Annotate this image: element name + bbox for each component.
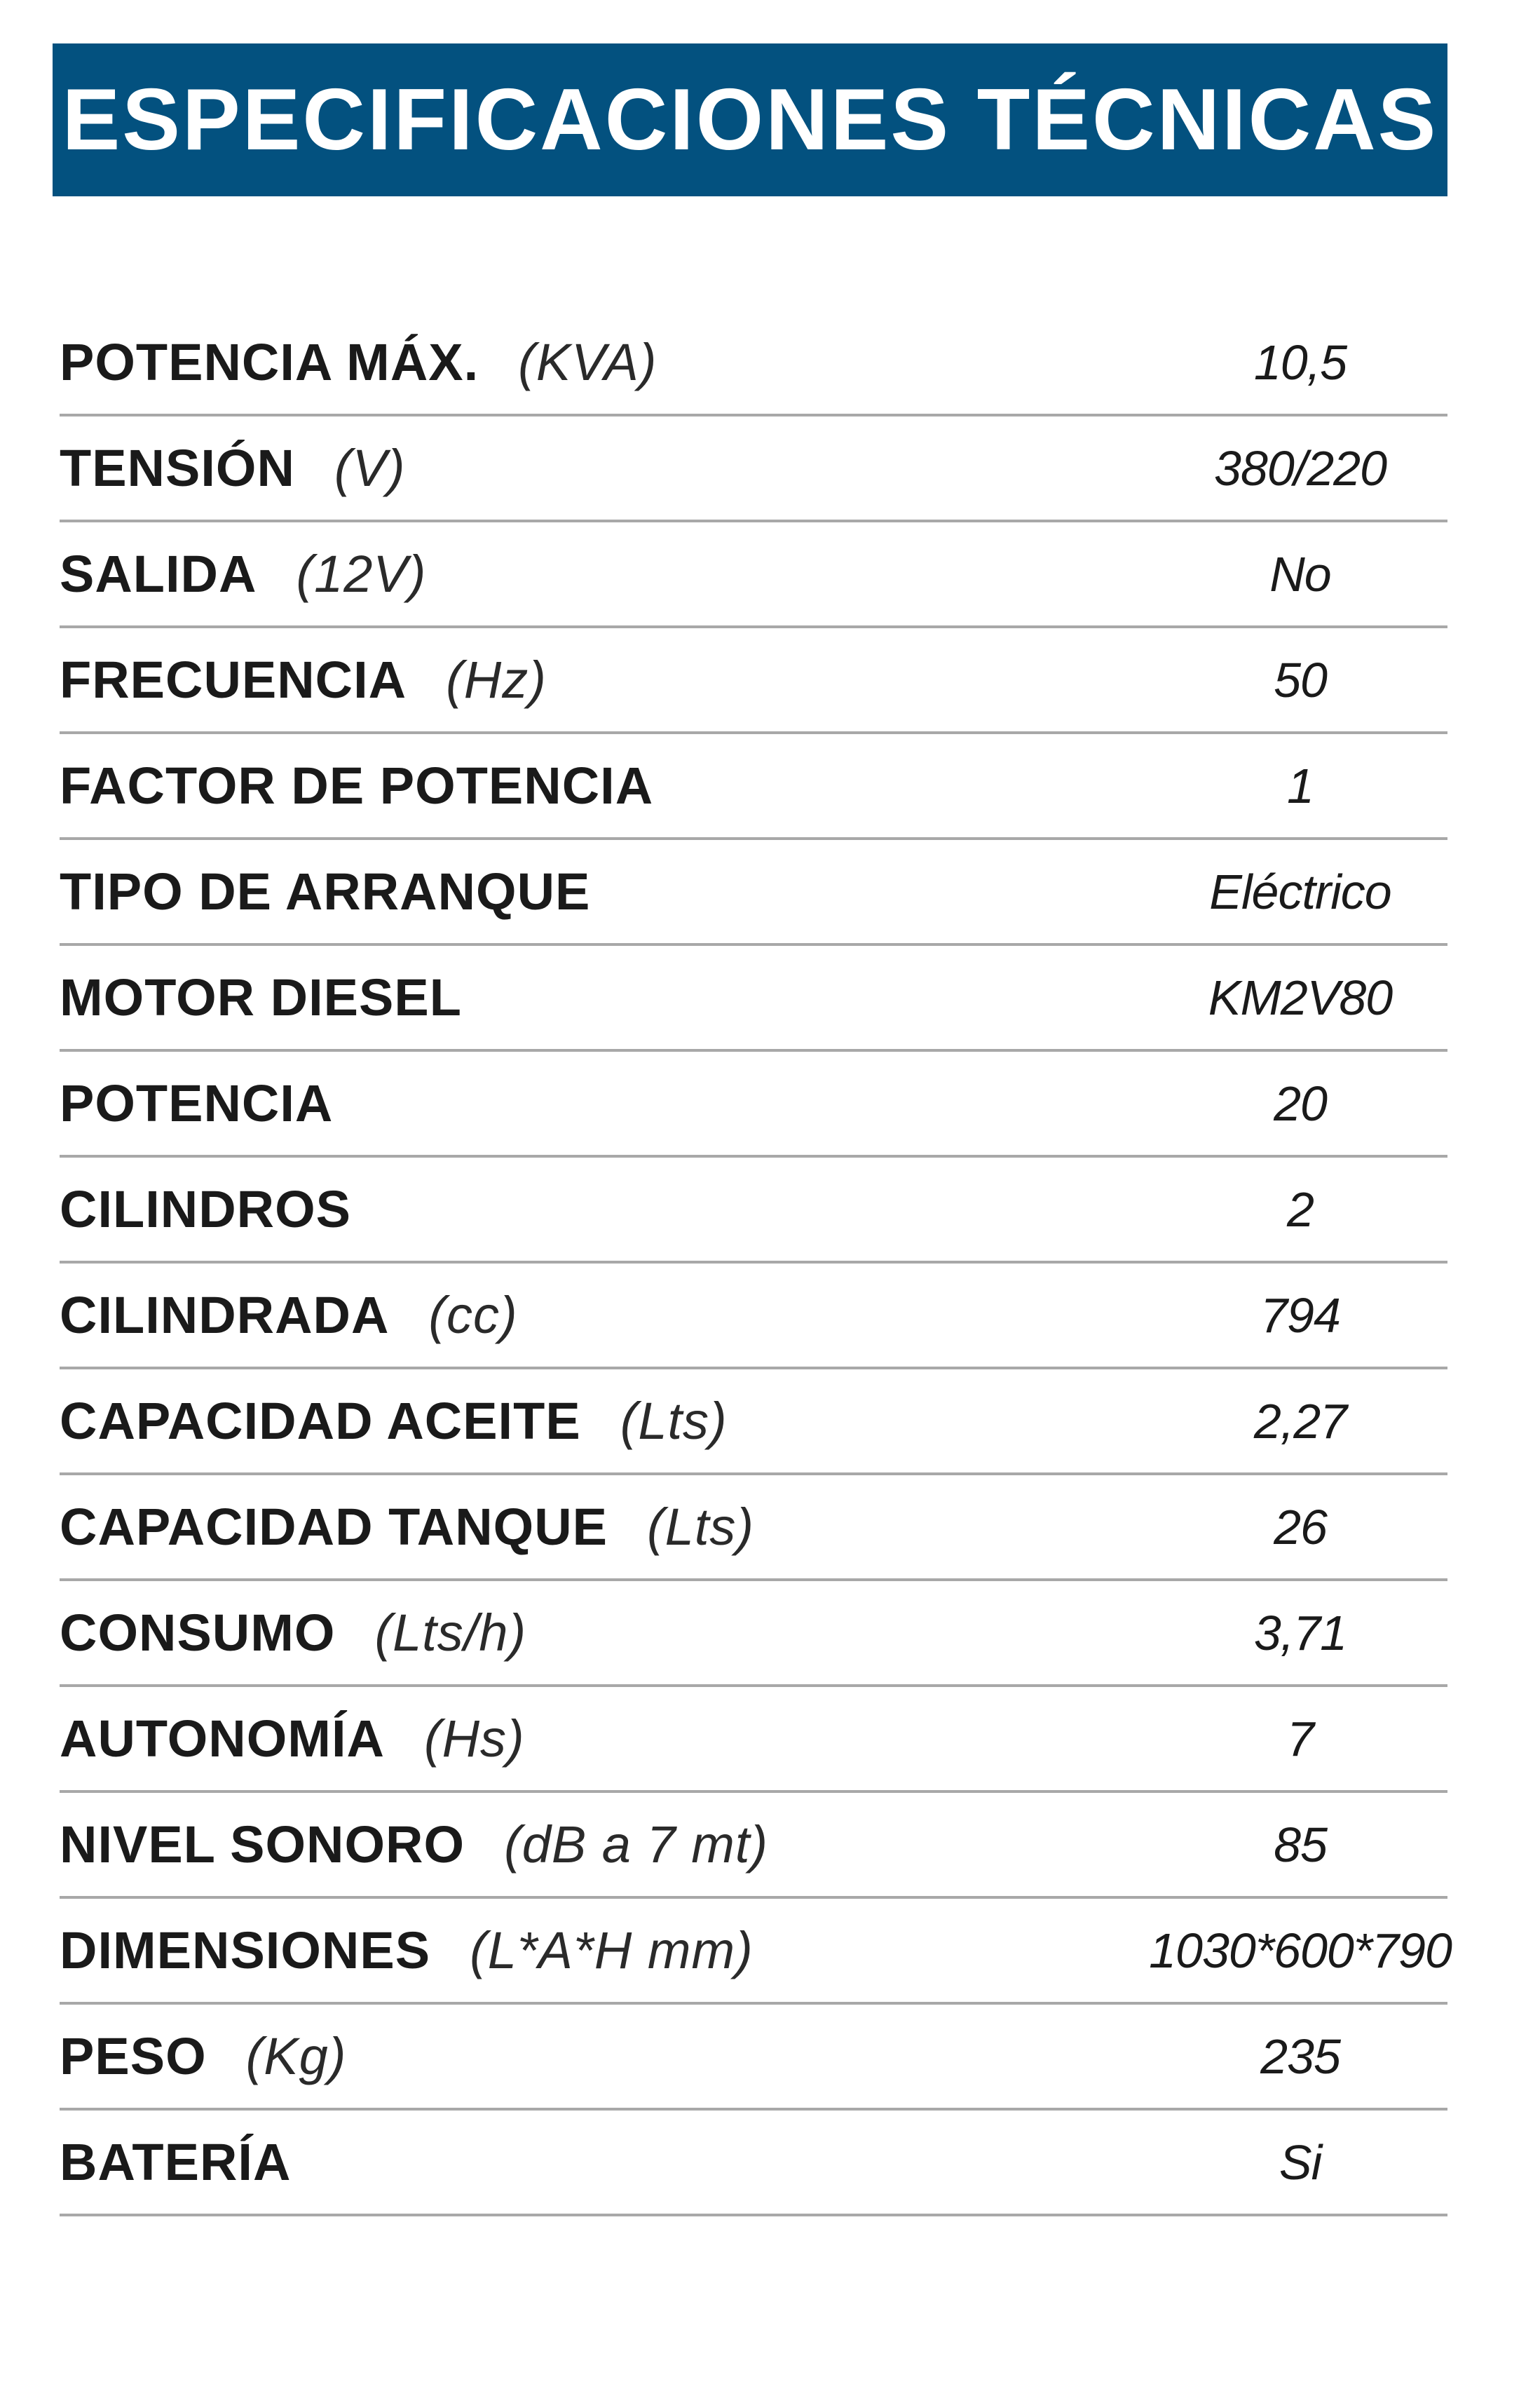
page-title: ESPECIFICACIONES TÉCNICAS	[62, 72, 1438, 168]
spec-value: Si	[1279, 2134, 1322, 2190]
spec-value: 7	[1287, 1711, 1314, 1766]
spec-value: 3,71	[1253, 1605, 1347, 1660]
spec-name: CILINDRADA	[60, 1286, 390, 1344]
spec-unit: (Lts)	[647, 1498, 755, 1556]
spec-label	[60, 1369, 728, 1472]
spec-value: Eléctrico	[1209, 864, 1391, 919]
spec-label	[60, 1793, 768, 1896]
spec-label	[60, 946, 462, 1049]
header-banner	[53, 43, 1447, 196]
spec-value: 20	[1274, 1076, 1327, 1131]
spec-name: TENSIÓN	[60, 439, 295, 497]
spec-label	[60, 1581, 526, 1684]
spec-row-potencia-max	[60, 311, 1447, 416]
spec-value: 85	[1274, 1817, 1327, 1872]
spec-value: 1	[1287, 758, 1314, 813]
spec-value: 50	[1274, 652, 1327, 707]
spec-value: No	[1269, 546, 1331, 602]
spec-row-tension	[60, 416, 1447, 522]
spec-value: 26	[1274, 1499, 1327, 1555]
spec-label	[60, 2005, 346, 2108]
spec-name: CILINDROS	[60, 1180, 351, 1238]
spec-value: 2,27	[1253, 1393, 1347, 1449]
spec-name: AUTONOMÍA	[60, 1709, 385, 1768]
spec-name: CAPACIDAD TANQUE	[60, 1498, 608, 1556]
spec-name: POTENCIA MÁX.	[60, 333, 479, 391]
spec-label	[60, 734, 653, 837]
spec-name: FRECUENCIA	[60, 651, 407, 709]
spec-row-potencia	[60, 1052, 1447, 1158]
spec-row-tipo-de-arranque	[60, 840, 1447, 946]
spec-row-frecuencia	[60, 628, 1447, 734]
spec-row-capacidad-aceite	[60, 1369, 1447, 1475]
spec-row-capacidad-tanque	[60, 1475, 1447, 1581]
spec-unit: (cc)	[428, 1286, 518, 1344]
spec-name: POTENCIA	[60, 1074, 334, 1132]
spec-label	[60, 1158, 351, 1261]
spec-row-peso	[60, 2005, 1447, 2111]
spec-label	[60, 1687, 525, 1790]
spec-row-motor-diesel	[60, 946, 1447, 1052]
spec-label	[60, 416, 406, 520]
spec-name: PESO	[60, 2027, 207, 2085]
spec-unit: (Hz)	[446, 651, 547, 709]
spec-label	[60, 311, 657, 414]
spec-name: TIPO DE ARRANQUE	[60, 862, 591, 921]
spec-row-factor-de-potencia	[60, 734, 1447, 840]
spec-label	[60, 1475, 754, 1578]
spec-name: CONSUMO	[60, 1604, 336, 1662]
spec-value: 10,5	[1253, 334, 1347, 390]
spec-unit: (KVA)	[518, 333, 657, 391]
spec-value: KM2V80	[1208, 970, 1393, 1025]
spec-row-consumo	[60, 1581, 1447, 1687]
spec-label	[60, 2111, 291, 2214]
spec-row-cilindrada	[60, 1264, 1447, 1369]
spec-unit: (V)	[334, 439, 406, 497]
spec-name: MOTOR DIESEL	[60, 968, 462, 1027]
spec-unit: (Kg)	[245, 2027, 347, 2085]
spec-unit: (Lts/h)	[374, 1604, 527, 1662]
spec-value: 794	[1260, 1287, 1340, 1343]
spec-unit: (12V)	[296, 545, 427, 603]
spec-row-nivel-sonoro	[60, 1793, 1447, 1899]
spec-value: 1030*600*790	[1149, 1923, 1452, 1978]
spec-label	[60, 522, 426, 625]
spec-value: 235	[1260, 2028, 1340, 2084]
spec-value: 2	[1287, 1181, 1314, 1237]
spec-row-autonomia	[60, 1687, 1447, 1793]
spec-row-salida	[60, 522, 1447, 628]
spec-name: SALIDA	[60, 545, 257, 603]
spec-value: 380/220	[1213, 440, 1387, 496]
spec-unit: (L*A*H mm)	[470, 1921, 754, 1979]
spec-row-dimensiones	[60, 1899, 1452, 2005]
spec-name: CAPACIDAD ACEITE	[60, 1392, 581, 1450]
spec-unit: (dB a 7 mt)	[504, 1815, 769, 1874]
spec-table	[60, 311, 1452, 2216]
spec-unit: (Hs)	[423, 1709, 525, 1768]
spec-label	[60, 1264, 518, 1367]
spec-name: DIMENSIONES	[60, 1921, 431, 1979]
spec-name: BATERÍA	[60, 2133, 292, 2191]
spec-unit: (Lts)	[620, 1392, 728, 1450]
spec-label	[60, 628, 547, 731]
spec-row-cilindros	[60, 1158, 1447, 1264]
spec-name: NIVEL SONORO	[60, 1815, 465, 1874]
spec-row-bateria	[60, 2111, 1447, 2216]
spec-name: FACTOR DE POTENCIA	[60, 757, 654, 815]
spec-label	[60, 1052, 333, 1155]
spec-label	[60, 840, 590, 943]
spec-label	[60, 1899, 754, 2002]
